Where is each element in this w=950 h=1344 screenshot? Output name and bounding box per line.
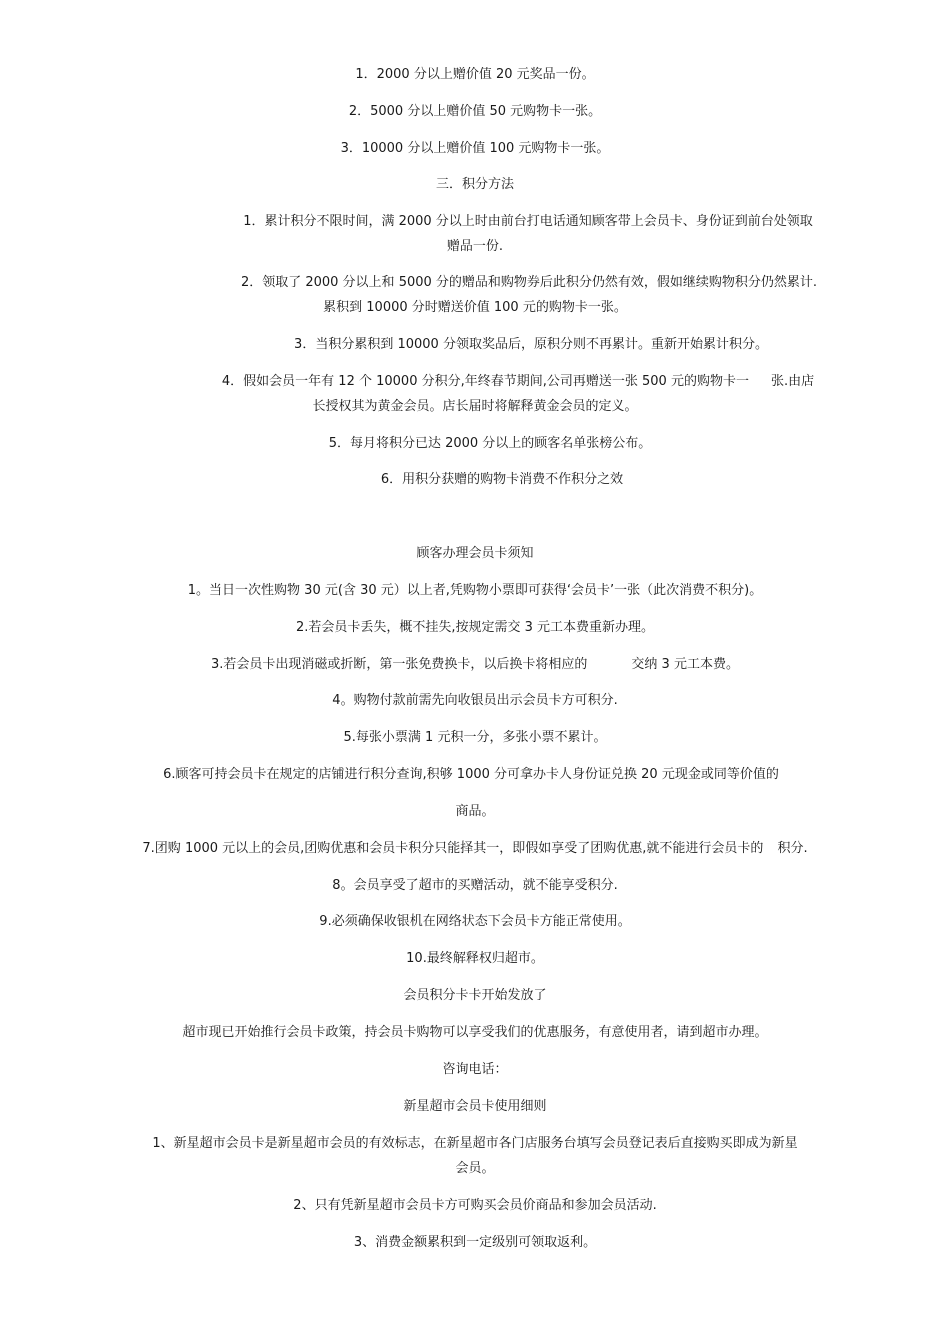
launch-phone-label: 咨询电话：	[442, 1062, 508, 1077]
notice-item-6-line-2: 商品。	[455, 804, 495, 819]
notice-item-6-line-1: 6.顾客可持会员卡在规定的店铺进行积分查询,积够 1000 分可拿办卡人身份证兑换 20 元现金或同等价值的	[163, 767, 779, 782]
rules-item-1-line-2: 会员。	[455, 1161, 495, 1176]
prize-item-2: 2．5000 分以上赠价值 50 元购物卡一张。	[348, 104, 602, 119]
method-item-1-line-1: 1．累计积分不限时间，满 2000 分以上时由前台打电话通知顾客带上会员卡、身份证到前台处领取	[243, 214, 813, 229]
rules-item-1-line-1: 1、新星超市会员卡是新星超市会员的有效标志，在新星超市各门店服务台填写会员登记表后直接购买即成为新星	[152, 1136, 798, 1151]
notice-item-8: 8。会员享受了超市的买赠活动，就不能享受积分.	[332, 878, 618, 893]
notice-item-2: 2.若会员卡丢失，概不挂失,按规定需交 3 元工本费重新办理。	[295, 620, 655, 635]
prize-item-1: 1．2000 分以上赠价值 20 元奖品一份。	[355, 67, 595, 82]
notice-item-7-text-b: 积分.	[777, 841, 808, 856]
rules-item-2: 2、只有凭新星超市会员卡方可购买会员价商品和参加会员活动.	[293, 1198, 657, 1213]
rules-heading: 新星超市会员卡使用细则	[403, 1099, 547, 1114]
notice-item-4: 4。购物付款前需先向收银员出示会员卡方可积分.	[332, 693, 618, 708]
prize-item-3: 3．10000 分以上赠价值 100 元购物卡一张。	[340, 141, 610, 156]
method-item-4-text-a: 4．假如会员一年有 12 个 10000 分积分,年终春节期间,公司再赠送一张 500 元的购物卡一	[221, 374, 749, 389]
rules-item-3: 3、消费金额累积到一定级别可领取返利。	[353, 1235, 597, 1250]
method-item-1-line-2: 赠品一份.	[446, 239, 504, 254]
notice-item-7	[0, 840, 950, 858]
notice-item-5: 5.每张小票满 1 元积一分，多张小票不累计。	[343, 730, 607, 745]
notice-heading: 顾客办理会员卡须知	[416, 546, 534, 561]
method-item-6: 6．用积分获赠的购物卡消费不作积分之效	[380, 472, 624, 487]
method-item-5: 5．每月将积分已达 2000 分以上的顾客名单张榜公布。	[328, 436, 652, 451]
method-item-4-text-b: 张.由店	[770, 374, 815, 389]
method-item-4-line-2: 长授权其为黄金会员。店长届时将解释黄金会员的定义。	[312, 399, 638, 414]
notice-item-9: 9.必须确保收银机在网络状态下会员卡方能正常使用。	[319, 914, 631, 929]
notice-item-10: 10.最终解释权归超市。	[406, 951, 544, 966]
method-heading: 三．积分方法	[435, 177, 514, 192]
notice-item-3-text-b: 交纳 3 元工本费。	[631, 657, 739, 672]
method-item-2-line-2: 累积到 10000 分时赠送价值 100 元的购物卡一张。	[323, 300, 627, 315]
notice-item-7-text-a: 7.团购 1000 元以上的会员,团购优惠和会员卡积分只能择其一，即假如享受了团购优惠,就不能进行会员卡的	[142, 841, 764, 856]
method-item-3: 3．当积分累积到 10000 分领取奖品后，原积分则不再累计。重新开始累计积分。	[294, 337, 768, 352]
notice-item-1: 1。当日一次性购物 30 元(含 30 元）以上者,凭购物小票即可获得‘会员卡’一张（此次消费不积分)。	[187, 583, 763, 598]
launch-body: 超市现已开始推行会员卡政策，持会员卡购物可以享受我们的优惠服务，有意使用者，请到超市办理。	[182, 1025, 768, 1040]
method-item-2-line-1: 2．领取了 2000 分以上和 5000 分的赠品和购物券后此积分仍然有效，假如继续购物积分仍然累计.	[240, 275, 818, 290]
notice-item-3	[0, 656, 950, 674]
notice-item-3-text-a: 3.若会员卡出现消磁或折断，第一张免费换卡，以后换卡将相应的	[211, 657, 588, 672]
method-item-4-line-1	[0, 373, 950, 391]
launch-heading: 会员积分卡卡开始发放了	[403, 988, 547, 1003]
